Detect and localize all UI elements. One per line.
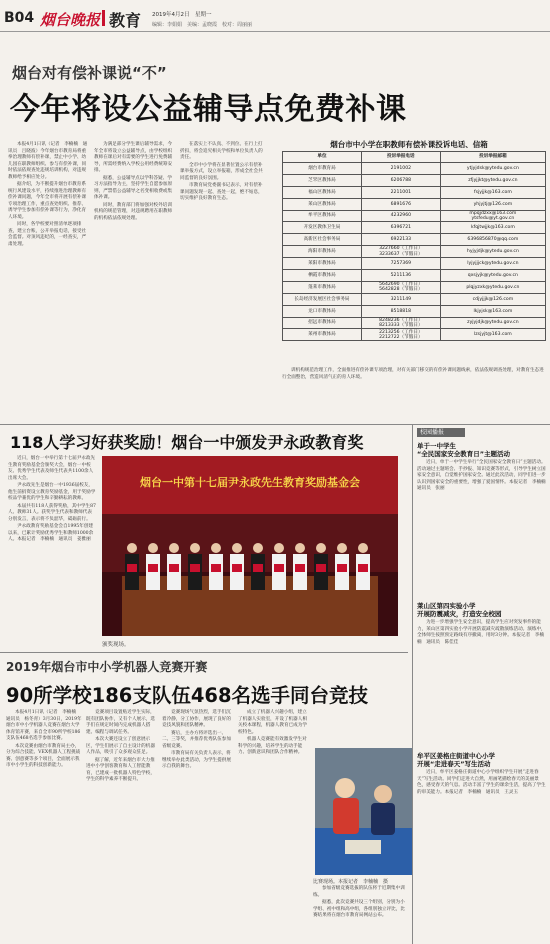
table-cell: fsjyjjk@163.com [440, 186, 545, 198]
award-certificate [190, 564, 200, 572]
table-cell: yhjyjtj@126.com [440, 198, 545, 210]
table-cell: 蓬莱市教体局 [283, 281, 362, 293]
person-head [232, 543, 242, 553]
paragraph: 为满足部分学生课后辅导需求，今年全市将设立公益辅导点，由学校组织教师在课后对有需要的学生进行免费辅导，所需经费纳入学校公用经费统筹安排。 [94, 142, 173, 173]
table-cell: 7257369 [361, 258, 440, 270]
award-certificate [295, 564, 305, 572]
table-cell: lkjyjsk@163.com [440, 305, 545, 317]
story1-tail-text [282, 368, 548, 420]
table-cell: 烟台市教育局 [283, 163, 362, 175]
section-divider [0, 424, 550, 425]
story3-column-4 [238, 710, 310, 940]
table-row [283, 210, 546, 222]
table-cell: 6396856870@qq.com [440, 234, 545, 246]
robot-competition-photo [315, 748, 412, 875]
page-number: B04 [4, 10, 35, 26]
person-head [211, 543, 221, 553]
table-cell: 2213256（工作日） 2212722（节假日） [361, 329, 440, 341]
table-cell: zfjyjjkt@ytedu.gov.cn [440, 174, 545, 186]
table-cell: 福山区教体局 [283, 186, 362, 198]
paragraph: 本次竞赛由烟台市教育局主办，分为综合技能、VEX机器人工程挑战赛、创意赛等多个项目，全面展示我市中小学生的科技创新能力。 [6, 743, 81, 768]
table-cell: 2211001 [361, 186, 440, 198]
award-certificate [232, 564, 242, 572]
sidebar-divider [412, 424, 413, 944]
paragraph: 成立了机器人兴趣小组，建立了机器人实验室，开设了机器人相关校本课程，机器人教育已成为学校特色。 [238, 710, 307, 735]
award-certificate [253, 564, 263, 572]
paragraph: 全市中小学将在显著位置公示有偿补课举报方式，设立举报箱，形成全社会共同监督的良好氛围。 [180, 162, 263, 181]
table-cell: 莱州市教体局 [283, 329, 362, 341]
photo-caption: 比赛现场。本报记者 李楠楠 摄 [313, 879, 389, 885]
paragraph: 近日，单于一中学生举行“全民国家安全教育日”主题活动。活动通过主题班会、手抄报、知识竞赛等形式，引导学生树立国家安全意识，自觉维护国家安全。通过此次活动，同学们进一步认识到国家安全的重要性，增强了爱国情怀。本报记者 李楠楠 通讯员 张丽 [417, 460, 550, 491]
paragraph: 本次大赛还设立了创意展示区，学生们展示了自主设计的机器人作品，吸引了众多观众驻足。 [86, 737, 155, 755]
story3-column-2 [86, 710, 158, 940]
table-row [283, 246, 546, 258]
table-cell: ytjyjdsk@ytedu.gov.cn [440, 163, 545, 175]
table-cell: 龙口市教体局 [283, 305, 362, 317]
person-head [337, 543, 347, 553]
photo-caption: 颁奖现场。 [102, 642, 130, 648]
paragraph: 尹永政先生是烟台一中1936届校友，他生前捐资设立教育奖励基金，用于奖励学校品学兼优的学生和辛勤耕耘的教师。 [8, 483, 96, 501]
table-row [283, 258, 546, 270]
story1-column-3 [180, 142, 264, 420]
award-certificate [211, 564, 221, 572]
table-cell: 5211136 [361, 270, 440, 282]
table-cell: mpqjdzxx@163.com ytsfedu@yt.gov.cn [440, 210, 545, 222]
section-name: 教育 [109, 11, 142, 30]
paragraph: 据介绍，为不断提升烟台市教育系统行风建设水平，持续推进治理教师有偿补课问题，今年全市将开展有偿补课专项治理工作，重点查处组织、推荐、诱导学生参加有偿补课等行为，净化育人环境。 [8, 182, 87, 220]
table-cell: plqjyzxk@ytedu.gov.cn [440, 281, 545, 293]
table-cell: 4232960 [361, 210, 440, 222]
paragraph: 同时，各学校要对照清单逐项排查，建立台账，公开举报电话，接受社会监督。对顶风违纪的，一经查实，严肃处理。 [8, 222, 87, 247]
paragraph: 为进一步增强学生安全意识，提高学生应对突发事件的能力，莱山区第四实验小学开展防震减灾疏散演练活动。演练中，全体师生按照预定路线有序撤离，用时3分钟。本报记者 李楠楠 通讯员 陈佳佳 [417, 620, 546, 645]
section-accent-bar [102, 10, 105, 26]
award-certificate [337, 564, 347, 572]
hotline-table-title: 烟台市中小学在职教师有偿补课投诉电话、信箱 [330, 140, 488, 149]
story3-title: 90所学校186支队伍468名选手同台竞技 [6, 684, 369, 707]
paragraph: 据悉，公益辅导点以学科答疑、学习方法指导为主，坚持学生自愿参加原则，严禁借公益辅导之名变相收费或集体补课。 [94, 175, 173, 200]
table-header-row [283, 152, 546, 163]
table-cell: cdjyjjjk@126.com [440, 293, 545, 305]
story1-column-2 [94, 142, 176, 420]
hotline-table [282, 151, 546, 341]
person-head [253, 543, 263, 553]
column-header: 投诉举报电话 [361, 152, 440, 163]
page-header [0, 0, 550, 32]
sidebar-item [417, 752, 547, 940]
paragraph: 参加省级竞赛选拔的队伍将于近期集中训练。 [313, 886, 405, 898]
table-cell: kfqjtwjjk@163.com [440, 222, 545, 234]
sidebar-item-body [417, 770, 547, 940]
paragraph: 本届共有118人获得奖励，其中学生87人、教师31人。获奖学生代表和教师代表分别发言，表示将不负韶华，砥砺前行。 [8, 503, 96, 522]
story3-column-5 [313, 886, 408, 942]
person-head [358, 543, 368, 553]
award-ceremony-image [102, 456, 398, 636]
sidebar-item-title: 莱山区第四实验小学 开展防震减灾，打造安全校园 [417, 602, 502, 618]
table-cell: 栖霞市教体局 [283, 270, 362, 282]
header-divider [0, 31, 550, 32]
table-cell: 2191002 [361, 163, 440, 175]
table-row [283, 281, 546, 293]
stage-banner-text: 烟台一中第十七届尹永政先生教育奖励基金会 [140, 476, 360, 489]
table-row [283, 186, 546, 198]
robot-competition-image [315, 748, 412, 875]
table-cell: lzsjyjt@163.com [440, 329, 545, 341]
story1-title: 今年将设公益辅导点免费补课 [10, 92, 407, 127]
table-cell: 芝罘区教体局 [283, 174, 362, 186]
story3-subtitle: 2019年烟台市中小学机器人竞赛开赛 [6, 660, 208, 674]
story2-title: 118人学习好获奖励！烟台一中颁发尹永政教育奖 [10, 433, 364, 452]
sidebar-item [417, 442, 550, 606]
table-cell: 6396721 [361, 222, 440, 234]
story1-subtitle: 烟台对有偿补课说“不” [12, 64, 167, 82]
story2-column-1 [8, 456, 96, 652]
table-cell: 6891676 [361, 198, 440, 210]
paragraph: 竞赛项目设置贴近学生实际，既有团队协作，又有个人展示，选手们在规定时间内完成机器人搭建、编程与调试任务。 [86, 710, 155, 735]
paragraph: 市教育局党委副书记表示，对有偿补课问题发现一起、查处一起，绝不姑息，切实维护良好教育生态。 [180, 183, 263, 201]
award-certificate [358, 564, 368, 572]
story3-column-3 [162, 710, 234, 940]
table-cell: lyjyjjjck@ytedu.gov.cn [440, 258, 545, 270]
table-cell: 海阳市教体局 [283, 246, 362, 258]
paragraph: 训机构规范治理工作，全面推进有偿补课专项治理，对有关部门移交的有偿补课问题线索，依法依规调查处理，对教育生态进行全面整治，营造风清气正的育人环境。 [282, 368, 544, 380]
table-cell: 6206788 [361, 174, 440, 186]
person-head [295, 543, 305, 553]
person-head [274, 543, 284, 553]
table-cell: 牟平区教体局 [283, 210, 362, 222]
sidebar-item-title: 单于一中学生 “全民国家安全教育日”主题活动 [417, 442, 511, 458]
table-row [283, 198, 546, 210]
paragraph: 机器人竞赛能有效激发学生对科学的兴趣，培养学生的动手能力、创新意识和团队合作精神。 [238, 737, 307, 755]
paragraph: 本报4月1日讯（记者 李楠楠 通讯员 杨冬青）3月30日，2019年烟台市中小学机器人竞赛在烟台大学体育馆开赛，来自全市90所学校186支队伍468名选手参加比赛。 [6, 710, 82, 741]
column-header: 单位 [283, 152, 362, 163]
table-row [283, 305, 546, 317]
paragraph: 同时，教育部门将加强对校外培训机构的规范管理，对违规聘用在职教师的机构依法依规处理。 [94, 202, 173, 221]
paragraph: 近日，烟台一中举行第十七届尹永政先生教育奖励基金会颁奖大会，烟台一中校友、优秀学生代表及师生代表共1100余人出席大会。 [8, 456, 96, 481]
sidebar-item-body [417, 460, 550, 606]
table-row [283, 270, 546, 282]
newspaper-logo: 烟台晚报 [40, 11, 101, 29]
sidebar-tag: 校园播报 [417, 428, 465, 437]
paragraph: 近日，牟平区姜格庄街道中心小学组织学生开展“走进春天”写生活动。同学们走进大自然，用画笔描绘春天的美丽景色，感受春天的气息。活动丰富了学生的课余生活，提高了学生的审美能力。本报记者 李楠楠 通讯员 王灵玉 [417, 770, 546, 795]
table-cell: 长岛经济发展区社会事务局 [283, 293, 362, 305]
person-head [316, 543, 326, 553]
table-cell: 6922133 [361, 234, 440, 246]
person-head [127, 543, 137, 553]
person-head [148, 543, 158, 553]
person-head [169, 543, 179, 553]
sidebar-item [417, 602, 547, 742]
table-cell: 莱阳市教体局 [283, 258, 362, 270]
story3-column-1 [6, 710, 82, 940]
paragraph: 在落实上不认真、不到位、在行上打折扣，将会追究相关学校和单位负责人的责任。 [180, 142, 263, 160]
story1-column-1 [8, 142, 90, 420]
sidebar-item-body [417, 620, 547, 742]
column-header: 投诉举报邮箱 [440, 152, 545, 163]
paragraph: 尹永政教育奖励基金会自1995年创建以来，已累计奖励优秀学生和教师1000余人。本报记者 李楠楠 通讯员 姜雅丽 [8, 524, 94, 542]
award-certificate [316, 564, 326, 572]
table-row [283, 163, 546, 175]
table-cell: 开发区教体卫生局 [283, 222, 362, 234]
award-certificate [169, 564, 179, 572]
table-cell: 莱山区教体局 [283, 198, 362, 210]
table-cell: 5642690（工作日） 5642828（节假日） [361, 281, 440, 293]
table-row [283, 234, 546, 246]
table-row [283, 174, 546, 186]
table-row [283, 329, 546, 341]
table-cell: 8248236（工作日） 8213333（节假日） [361, 317, 440, 329]
table-row [283, 222, 546, 234]
paragraph: 本报4月1日讯（记者 李楠楠 通讯员 吕晓波）今年烟台市教育局将重拳治理教师有偿补课，禁止中小学、幼儿园在职教师组织、参与有偿补课，同时依法依规查处违规培训机构，对违规教师给予相应处分。 [8, 142, 88, 180]
issue-date: 2019年4月2日 星期一 [152, 12, 212, 18]
sidebar-item-title: 牟平区姜格庄街道中心小学 开展“走进春天”写生活动 [417, 752, 495, 768]
table-cell: zyjyjdjk@ytedu.gov.cn [440, 317, 545, 329]
table-cell: hyjyjdjk@ytedu.gov.cn [440, 246, 545, 258]
table-cell: 高新区社会事务局 [283, 234, 362, 246]
editorial-staff: 编辑：李娟娟 美编：孟晓霞 校对：周丽丽 [152, 22, 253, 28]
table-cell: 3211149 [361, 293, 440, 305]
award-certificate [148, 564, 158, 572]
award-certificate [127, 564, 137, 572]
paragraph: 竞赛现场气氛热烈，选手们沉着冷静，分工协作，展现了良好的竞技风貌和团队精神。 [162, 710, 231, 728]
person-head [190, 543, 200, 553]
table-cell: 8518818 [361, 305, 440, 317]
award-ceremony-photo [102, 456, 398, 636]
table-cell: qxsjyjk@ytedu.gov.cn [440, 270, 545, 282]
section-divider [0, 652, 408, 653]
paragraph: 市教育局有关负责人表示，将继续举办此类活动，为学生提供展示自我的舞台。 [162, 751, 231, 769]
paragraph: 赛后，主办方将评选出一、二、三等奖，并推荐优秀队伍参加省级竞赛。 [162, 730, 231, 749]
paragraph: 据了解，近年来烟台市大力推进中小学创客教育和人工智能教育，已建成一批机器人特色学校，学生的科学素养不断提升。 [86, 757, 155, 782]
award-certificate [274, 564, 284, 572]
table-cell: 招远市教体局 [283, 317, 362, 329]
paragraph: 据悉，此次竞赛共设三个组别，分别为小学组、初中组和高中组，各组别独立评比，比赛结果将在烟台市教育局网站公布。 [313, 900, 405, 918]
table-row [283, 317, 546, 329]
table-row [283, 293, 546, 305]
table-cell: 3227660（工作日） 3233637（节假日） [361, 246, 440, 258]
